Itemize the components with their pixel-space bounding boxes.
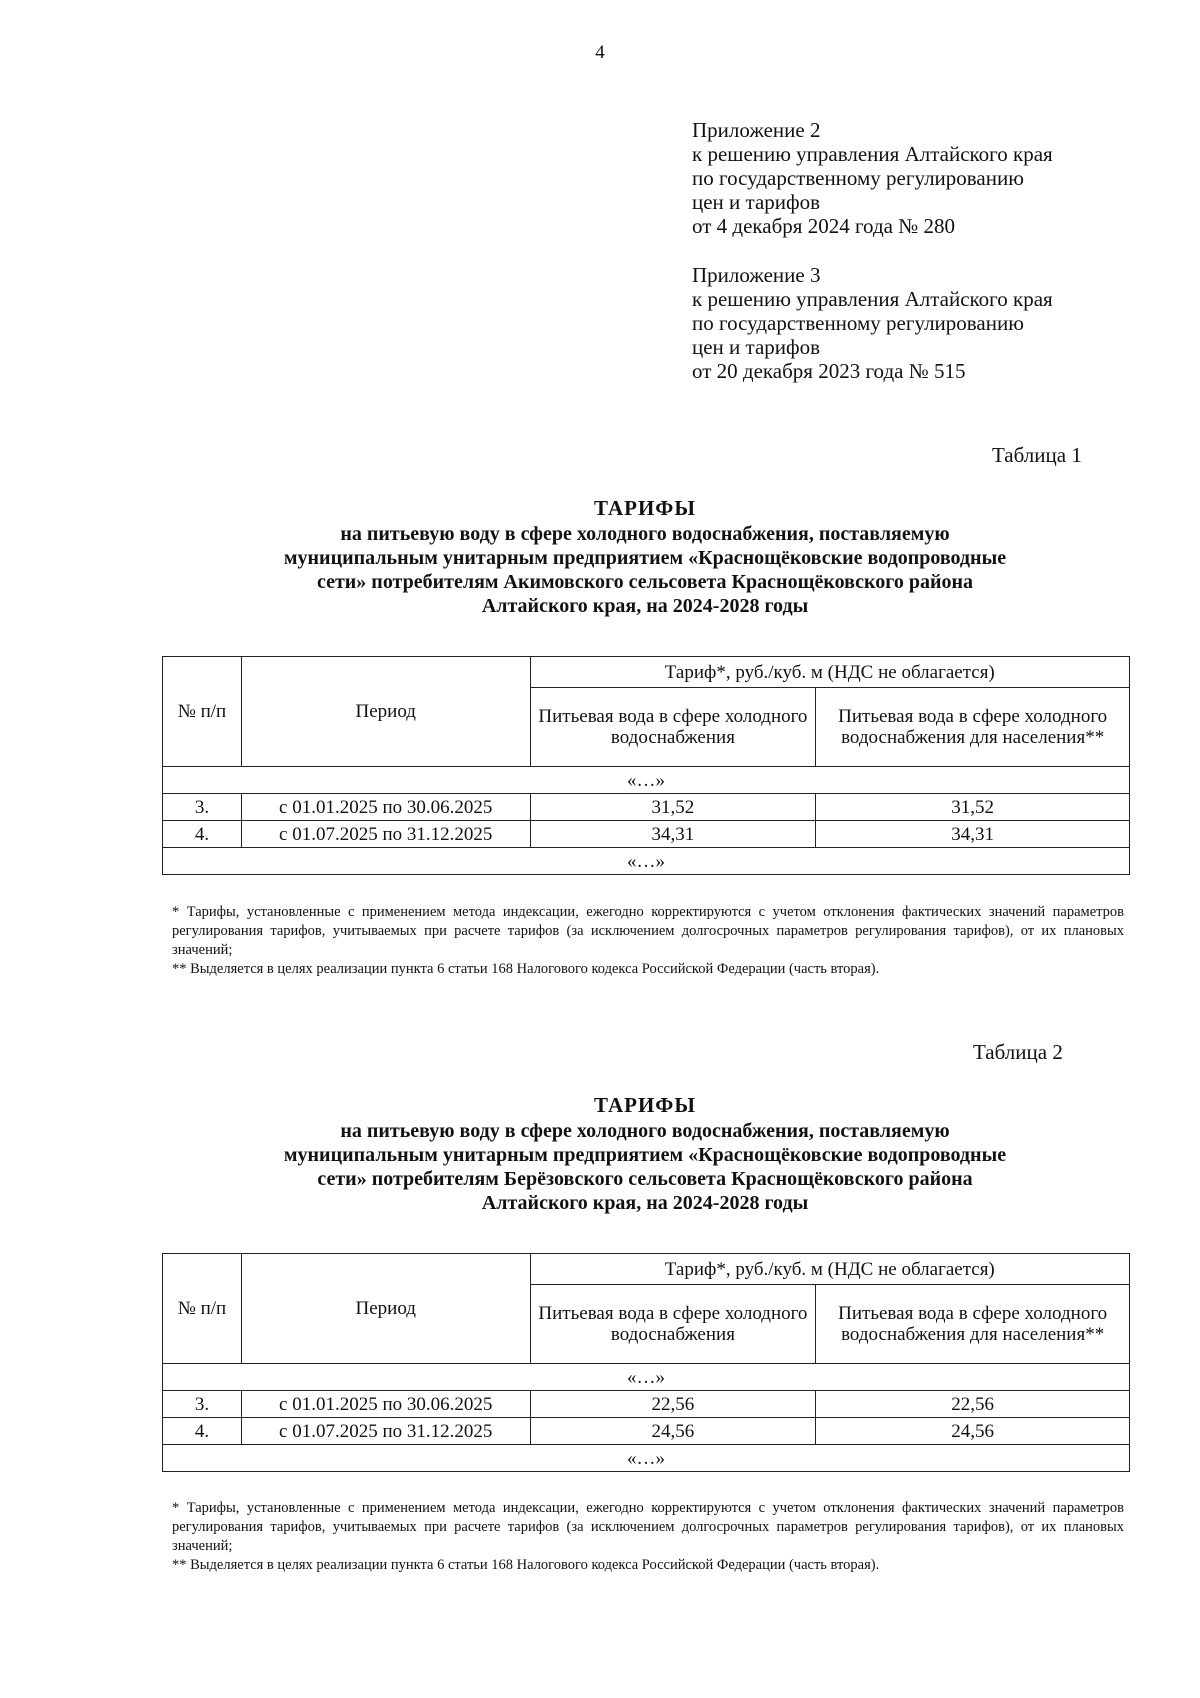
table-1-title: ТАРИФЫ xyxy=(594,496,696,520)
footnote: * Тарифы, установленные с применением метода индексации, ежегодно корректируются с учетом отклонения фактических значений параметров регулирования тарифов, учитываемых при расчете тарифов (за исключением долгосрочных параметров регулирования тарифов), от их плановых значений; xyxy=(172,904,1124,958)
header-tariff: Тариф*, руб./куб. м (НДС не облагается) xyxy=(530,657,1129,688)
row-value-2: 34,31 xyxy=(816,821,1130,848)
subtitle-line: на питьевую воду в сфере холодного водоснабжения, поставляемую xyxy=(340,523,950,545)
appendix-line: цен и тарифов xyxy=(692,335,821,359)
table-row xyxy=(163,1418,1130,1445)
appendix-3-block xyxy=(692,263,1053,383)
table-2-title-block xyxy=(150,1093,1140,1215)
header-col2: Питьевая вода в сфере холодного водоснабжения для населения** xyxy=(816,1285,1130,1364)
appendix-line: Приложение 3 xyxy=(692,263,821,287)
footnote: * Тарифы, установленные с применением метода индексации, ежегодно корректируются с учетом отклонения фактических значений параметров регулирования тарифов, учитываемых при расчете тарифов (за исключением долгосрочных параметров регулирования тарифов), от их плановых значений; xyxy=(172,1500,1124,1554)
row-num: 4. xyxy=(163,1418,242,1445)
row-period: с 01.01.2025 по 30.06.2025 xyxy=(241,1391,530,1418)
appendix-line: по государственному регулированию xyxy=(692,311,1024,335)
header-col2: Питьевая вода в сфере холодного водоснабжения для населения** xyxy=(816,688,1130,767)
ellipsis-row: «…» xyxy=(163,1445,1130,1472)
footnote: ** Выделяется в целях реализации пункта 6 статьи 168 Налогового кодекса Российской Федерации (часть вторая). xyxy=(172,1557,880,1573)
subtitle-line: муниципальным унитарным предприятием «Краснощёковские водопроводные xyxy=(283,1144,1007,1166)
subtitle-line: муниципальным унитарным предприятием «Краснощёковские водопроводные xyxy=(283,547,1007,569)
subtitle-line: сети» потребителям Берёзовского сельсовета Краснощёковского района xyxy=(317,1168,973,1190)
ellipsis-row: «…» xyxy=(163,1364,1130,1391)
subtitle-line: сети» потребителям Акимовского сельсовета Краснощёковского района xyxy=(316,571,974,593)
appendix-line: цен и тарифов xyxy=(692,190,821,214)
header-col1: Питьевая вода в сфере холодного водоснабжения xyxy=(530,688,816,767)
appendix-line: от 20 декабря 2023 года № 515 xyxy=(692,359,966,383)
header-period: Период xyxy=(241,657,530,767)
tariff-table-2 xyxy=(162,1253,1130,1472)
row-period: с 01.07.2025 по 31.12.2025 xyxy=(241,1418,530,1445)
ellipsis-row: «…» xyxy=(163,848,1130,875)
row-value-2: 24,56 xyxy=(816,1418,1130,1445)
header-period: Период xyxy=(241,1254,530,1364)
row-value-2: 22,56 xyxy=(816,1391,1130,1418)
header-col1: Питьевая вода в сфере холодного водоснабжения xyxy=(530,1285,816,1364)
appendix-line: к решению управления Алтайского края xyxy=(692,142,1053,166)
row-num: 3. xyxy=(163,794,242,821)
table-row xyxy=(163,1391,1130,1418)
row-num: 4. xyxy=(163,821,242,848)
table-2-footnotes xyxy=(172,1499,1124,1575)
row-value-1: 24,56 xyxy=(530,1418,816,1445)
tariff-table-1 xyxy=(162,656,1130,875)
appendix-line: по государственному регулированию xyxy=(692,166,1024,190)
footnote: ** Выделяется в целях реализации пункта 6 статьи 168 Налогового кодекса Российской Федерации (часть вторая). xyxy=(172,961,880,977)
ellipsis-row: «…» xyxy=(163,767,1130,794)
row-value-1: 22,56 xyxy=(530,1391,816,1418)
row-value-1: 34,31 xyxy=(530,821,816,848)
table-row xyxy=(163,794,1130,821)
row-value-2: 31,52 xyxy=(816,794,1130,821)
header-tariff: Тариф*, руб./куб. м (НДС не облагается) xyxy=(530,1254,1129,1285)
header-num: № п/п xyxy=(163,657,242,767)
table-2-label: Таблица 2 xyxy=(973,1040,1063,1064)
appendix-line: от 4 декабря 2024 года № 280 xyxy=(692,214,955,238)
table-1-label: Таблица 1 xyxy=(992,443,1082,467)
table-1-footnotes xyxy=(172,903,1124,979)
subtitle-line: Алтайского края, на 2024-2028 годы xyxy=(481,595,809,617)
row-num: 3. xyxy=(163,1391,242,1418)
row-period: с 01.07.2025 по 31.12.2025 xyxy=(241,821,530,848)
table-row xyxy=(163,821,1130,848)
page-number: 4 xyxy=(595,42,605,63)
row-value-1: 31,52 xyxy=(530,794,816,821)
appendix-2-block xyxy=(692,118,1053,238)
subtitle-line: Алтайского края, на 2024-2028 годы xyxy=(481,1192,809,1214)
table-2-title: ТАРИФЫ xyxy=(594,1093,696,1117)
subtitle-line: на питьевую воду в сфере холодного водоснабжения, поставляемую xyxy=(340,1120,950,1142)
appendix-line: к решению управления Алтайского края xyxy=(692,287,1053,311)
header-num: № п/п xyxy=(163,1254,242,1364)
row-period: с 01.01.2025 по 30.06.2025 xyxy=(241,794,530,821)
table-1-title-block xyxy=(150,496,1140,618)
appendix-line: Приложение 2 xyxy=(692,118,821,142)
